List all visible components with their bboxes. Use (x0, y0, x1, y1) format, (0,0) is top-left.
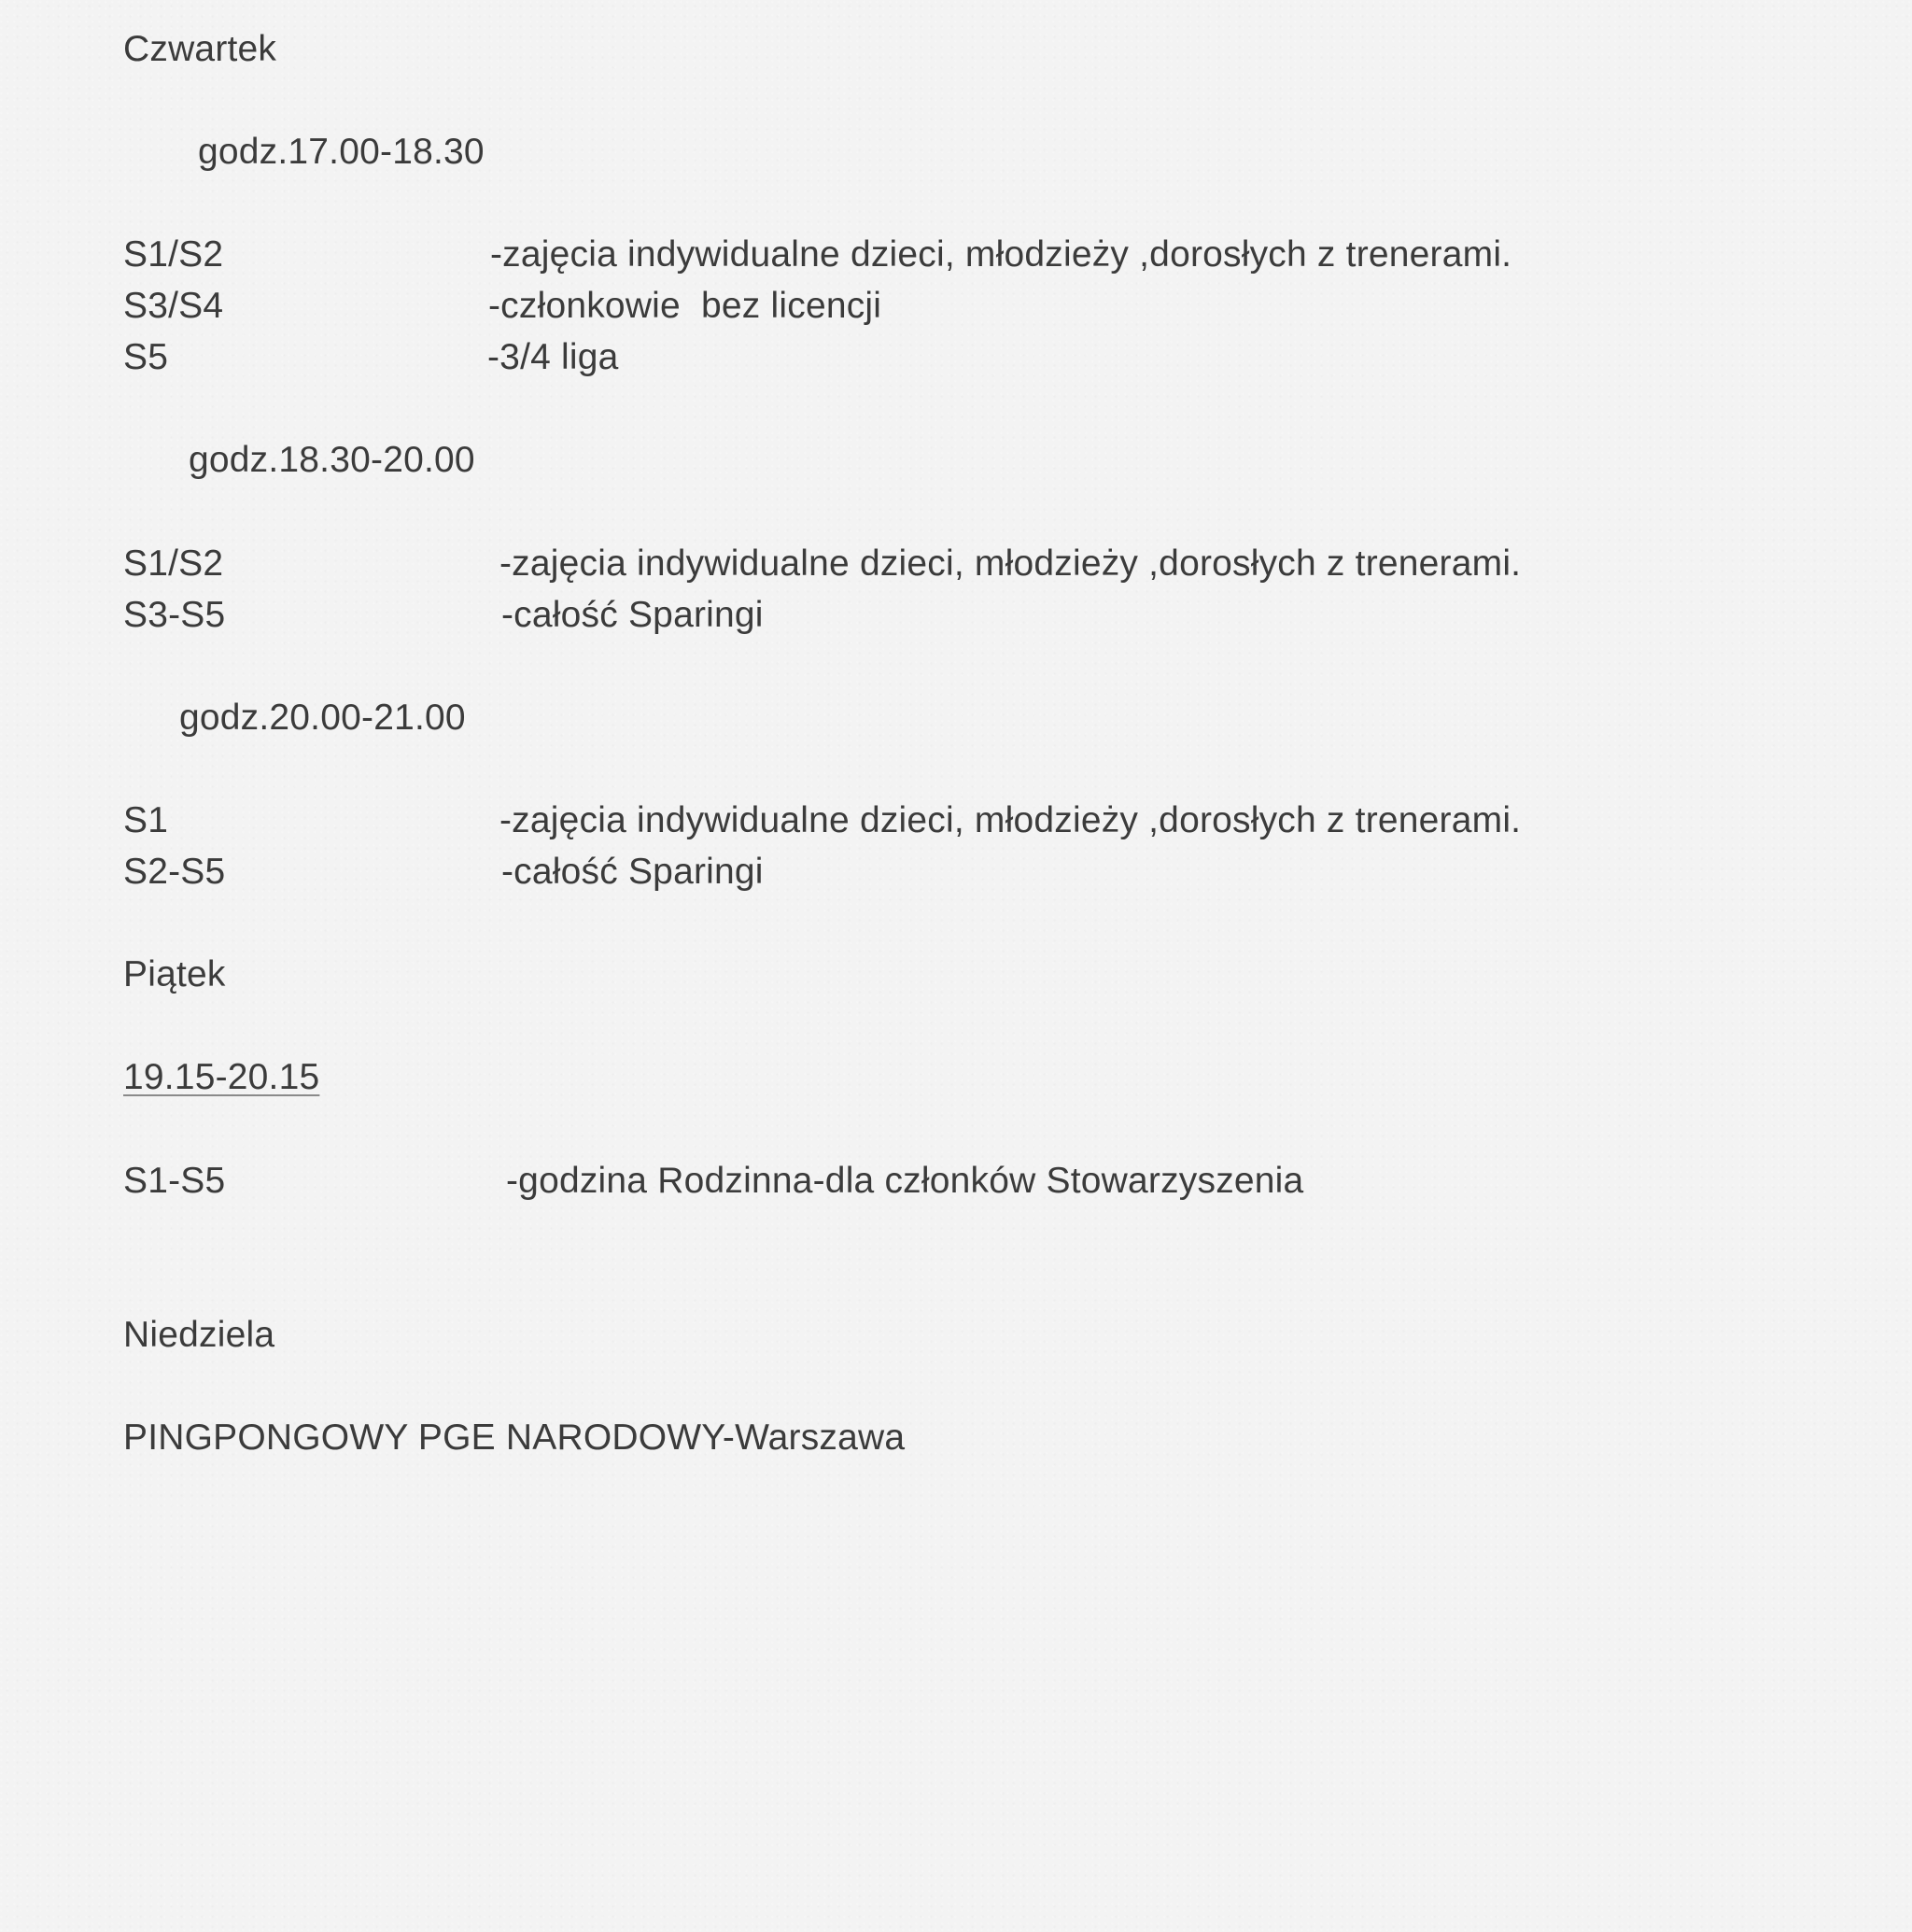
day-heading-friday: Piątek (123, 954, 226, 994)
day-heading-thursday: Czwartek (123, 29, 277, 69)
activity-description: -członkowie bez licencji (488, 286, 882, 326)
time-slot-3: godz.20.00-21.00 (179, 698, 466, 738)
court-code: S3-S5 (123, 595, 226, 635)
court-code: S1/S2 (123, 543, 224, 584)
activity-description: -godzina Rodzinna-dla członków Stowarzyszenia (506, 1161, 1304, 1201)
activity-description: -zajęcia indywidualne dzieci, młodzieży ,dorosłych z trenerami. (499, 800, 1522, 840)
time-slot-2: godz.18.30-20.00 (189, 440, 475, 480)
court-code: S3/S4 (123, 286, 224, 326)
activity-description: -3/4 liga (487, 337, 619, 377)
time-slot-friday: 19.15-20.15 (123, 1057, 320, 1097)
court-code: S2-S5 (123, 852, 226, 892)
event-title: PINGPONGOWY PGE NARODOWY-Warszawa (123, 1417, 906, 1458)
activity-description: -całość Sparingi (501, 595, 764, 635)
court-code: S5 (123, 337, 169, 377)
court-code: S1/S2 (123, 234, 224, 275)
activity-description: -całość Sparingi (501, 852, 764, 892)
activity-description: -zajęcia indywidualne dzieci, młodzieży ,dorosłych z trenerami. (490, 234, 1512, 275)
day-heading-sunday: Niedziela (123, 1315, 275, 1355)
court-code: S1-S5 (123, 1161, 226, 1201)
time-slot-1: godz.17.00-18.30 (198, 132, 485, 172)
activity-description: -zajęcia indywidualne dzieci, młodzieży ,dorosłych z trenerami. (499, 543, 1522, 584)
court-code: S1 (123, 800, 169, 840)
